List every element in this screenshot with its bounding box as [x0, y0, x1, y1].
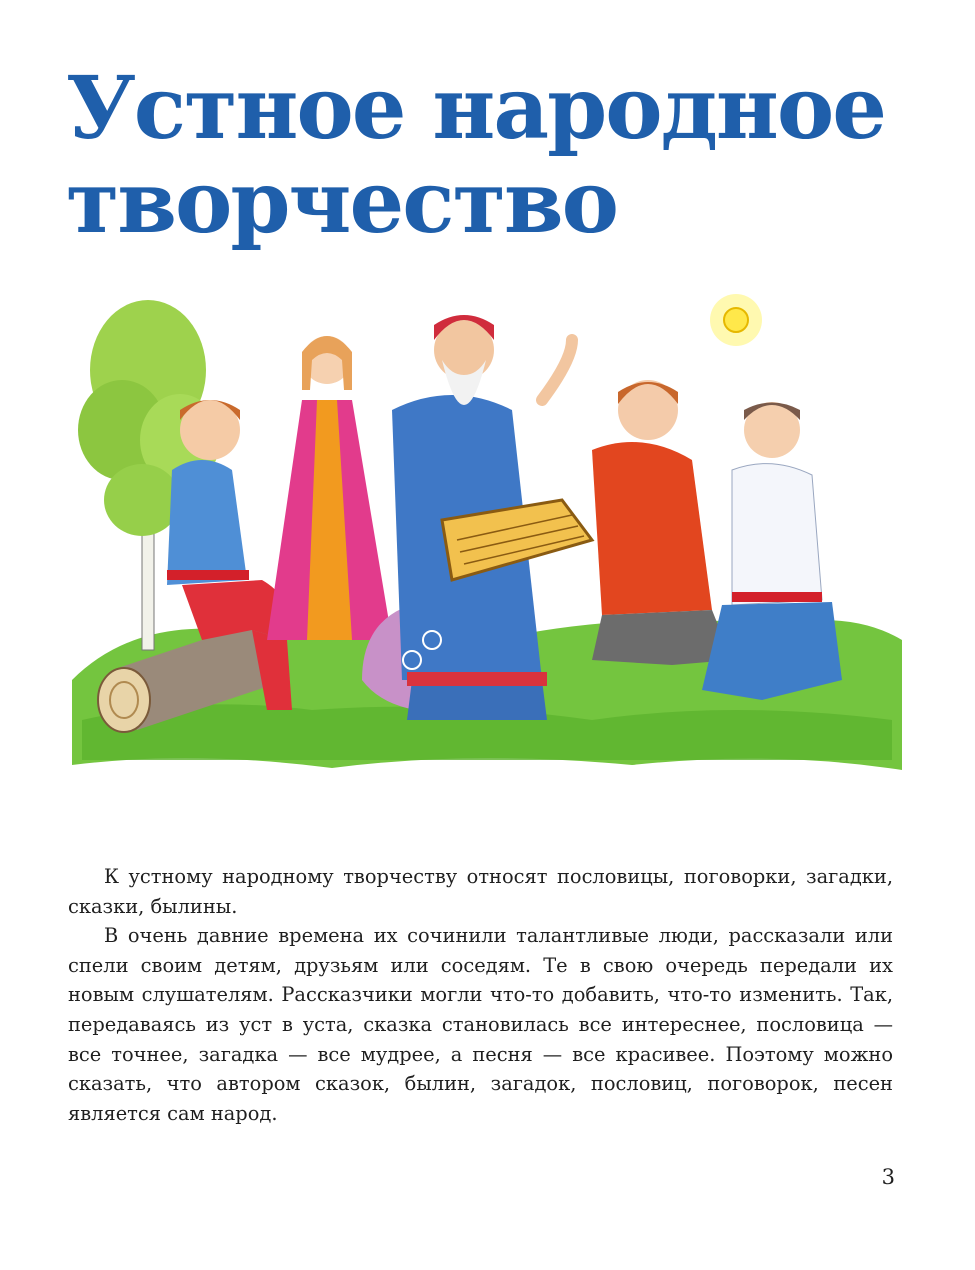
paragraph-1: К устному народному творчеству относят пословицы, поговорки, загадки, сказки, былины.	[68, 865, 893, 918]
title-line-2: творчество	[66, 152, 617, 253]
folk-storyteller-illustration	[72, 280, 902, 780]
girl-in-sarafan	[267, 336, 392, 640]
kneeling-boy-white-shirt	[702, 402, 842, 700]
boy-in-red-shirt	[592, 380, 732, 665]
body-text	[68, 862, 893, 1128]
paragraph-2: В очень давние времена их сочинили талантливые люди, рассказали или спели своим детям, друзьям или соседям. Те в свою очередь передали их новым слушателям. Рассказчики могли что-то добавить, что-то изменить. Так, передаваясь из уст в уста, сказка становилась все интереснее, пословица — все точнее, загадка — все мудрее, а песня — все красивее. Поэтому можно сказать, что автором сказок, былин, загадок, пословиц, поговорок, песен является сам народ.	[68, 924, 893, 1125]
page-number: 3	[881, 1165, 895, 1189]
title-line-1: Устное народное	[66, 58, 885, 159]
sun	[710, 294, 762, 346]
page-title	[66, 58, 926, 253]
